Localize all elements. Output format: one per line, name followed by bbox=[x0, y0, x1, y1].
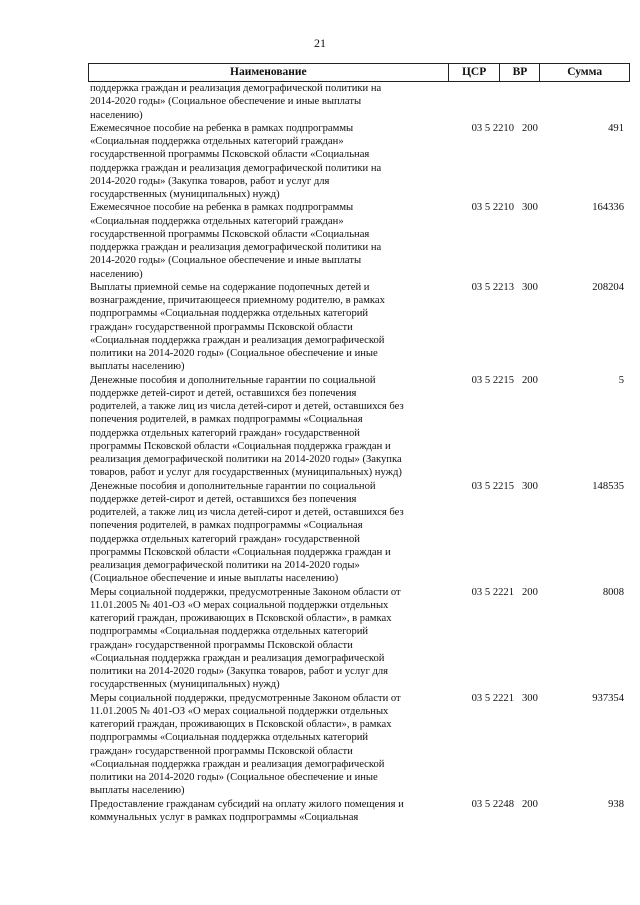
table-row bbox=[88, 201, 630, 281]
row-name: Денежные пособия и дополнительные гарантии по социальной поддержке детей-сирот и детей, оставшихся без попечения родителей, а также лиц из числа детей-сирот и детей, оставшихся без попечения родителей, в рамках подпрограммы «Социальная поддержка отдельных категорий граждан» государственной программы Псковской области «Социальная поддержка граждан и реализация демографической политики на 2014-2020 годы» (Закупка товаров, работ и услуг для государственных (муниципальных) нужд) bbox=[90, 374, 404, 479]
table-row bbox=[88, 374, 630, 480]
table-row bbox=[88, 480, 630, 586]
table-header bbox=[88, 63, 630, 82]
row-vr: 300 bbox=[522, 281, 538, 293]
row-vr: 200 bbox=[522, 122, 538, 134]
row-csr: 03 5 2210 bbox=[471, 122, 514, 134]
row-sum: 937354 bbox=[592, 692, 624, 704]
row-name: Предоставление гражданам субсидий на оплату жилого помещения и коммунальных услуг в рамках подпрограммы «Социальная bbox=[90, 798, 404, 823]
row-csr: 03 5 2215 bbox=[471, 374, 514, 386]
table-row bbox=[88, 281, 630, 374]
row-name: Ежемесячное пособие на ребенка в рамках подпрограммы «Социальная поддержка отдельных категорий граждан» государственной программы Псковской области «Социальная поддержка граждан и реализация демографической политики на 2014-2020 годы» (Закупка товаров, работ и услуг для государственных (муниципальных) нужд) bbox=[90, 122, 382, 200]
row-csr: 03 5 2213 bbox=[471, 281, 514, 293]
row-sum: 8008 bbox=[602, 586, 624, 598]
table-row bbox=[88, 586, 630, 692]
table-row bbox=[88, 122, 630, 202]
header-csr: ЦСР bbox=[448, 64, 500, 81]
row-vr: 300 bbox=[522, 202, 538, 214]
row-name: Выплаты приемной семье на содержание подопечных детей и вознаграждение, причитающееся приемному родителю, в рамках подпрограммы «Социальная поддержка отдельных категорий граждан» государственной программы Псковской области «Социальная поддержка граждан и реализация демографической политики на 2014-2020 годы» (Социальное обеспечение и иные выплаты населению) bbox=[90, 281, 385, 373]
row-sum: 491 bbox=[608, 122, 624, 134]
header-name: Наименование bbox=[230, 66, 307, 78]
row-name: Ежемесячное пособие на ребенка в рамках подпрограммы «Социальная поддержка отдельных категорий граждан» государственной программы Псковской области «Социальная поддержка граждан и реализация демографической политики на 2014-2020 годы» (Социальное обеспечение и иные выплаты населению) bbox=[90, 202, 382, 280]
row-csr: 03 5 2215 bbox=[471, 480, 514, 492]
row-csr: 03 5 2221 bbox=[471, 692, 514, 704]
row-vr: 200 bbox=[522, 798, 538, 810]
row-sum: 148535 bbox=[592, 480, 624, 492]
row-csr: 03 5 2221 bbox=[471, 586, 514, 598]
row-name: Меры социальной поддержки, предусмотренные Законом области от 11.01.2005 № 401-ОЗ «О мерах социальной поддержки отдельных категорий граждан, проживающих в Псковской области», в рамках подпрограммы «Социальная поддержка отдельных категорий граждан» государственной программы Псковской области «Социальная поддержка граждан и реализация демографической политики на 2014-2020 годы» (Закупка товаров, работ и услуг для государственных (муниципальных) нужд) bbox=[90, 586, 401, 691]
row-csr: 03 5 2210 bbox=[471, 202, 514, 214]
table-row bbox=[88, 82, 630, 122]
row-sum: 5 bbox=[618, 374, 624, 386]
row-name: Денежные пособия и дополнительные гарантии по социальной поддержке детей-сирот и детей, оставшихся без попечения родителей, а также лиц из числа детей-сирот и детей, оставшихся без попечения родителей, в рамках подпрограммы «Социальная поддержка отдельных категорий граждан» государственной программы Псковской области «Социальная поддержка граждан и реализация демографической политики на 2014-2020 годы» (Социальное обеспечение и иные выплаты населению) bbox=[90, 480, 404, 585]
row-sum: 938 bbox=[608, 798, 624, 810]
row-sum: 164336 bbox=[592, 202, 624, 214]
row-csr: 03 5 2248 bbox=[471, 798, 514, 810]
row-name: поддержка граждан и реализация демографической политики на 2014-2020 годы» (Социальное обеспечение и иные выплаты населению) bbox=[90, 83, 382, 121]
header-vr: ВР bbox=[499, 64, 539, 81]
row-name: Меры социальной поддержки, предусмотренные Законом области от 11.01.2005 № 401-ОЗ «О мерах социальной поддержки отдельных категорий граждан, проживающих в Псковской области», в рамках подпрограммы «Социальная поддержка отдельных категорий граждан» государственной программы Псковской области «Социальная поддержка граждан и реализация демографической политики на 2014-2020 годы» (Социальное обеспечение и иные выплаты населению) bbox=[90, 692, 401, 797]
row-vr: 200 bbox=[522, 586, 538, 598]
budget-table bbox=[88, 63, 630, 824]
table-body bbox=[88, 82, 630, 824]
row-vr: 300 bbox=[522, 692, 538, 704]
page-number: 21 bbox=[314, 36, 326, 50]
table-row bbox=[88, 798, 630, 825]
table-row bbox=[88, 692, 630, 798]
row-vr: 300 bbox=[522, 480, 538, 492]
row-vr: 200 bbox=[522, 374, 538, 386]
header-sum: Сумма bbox=[539, 64, 629, 81]
row-sum: 208204 bbox=[592, 281, 624, 293]
